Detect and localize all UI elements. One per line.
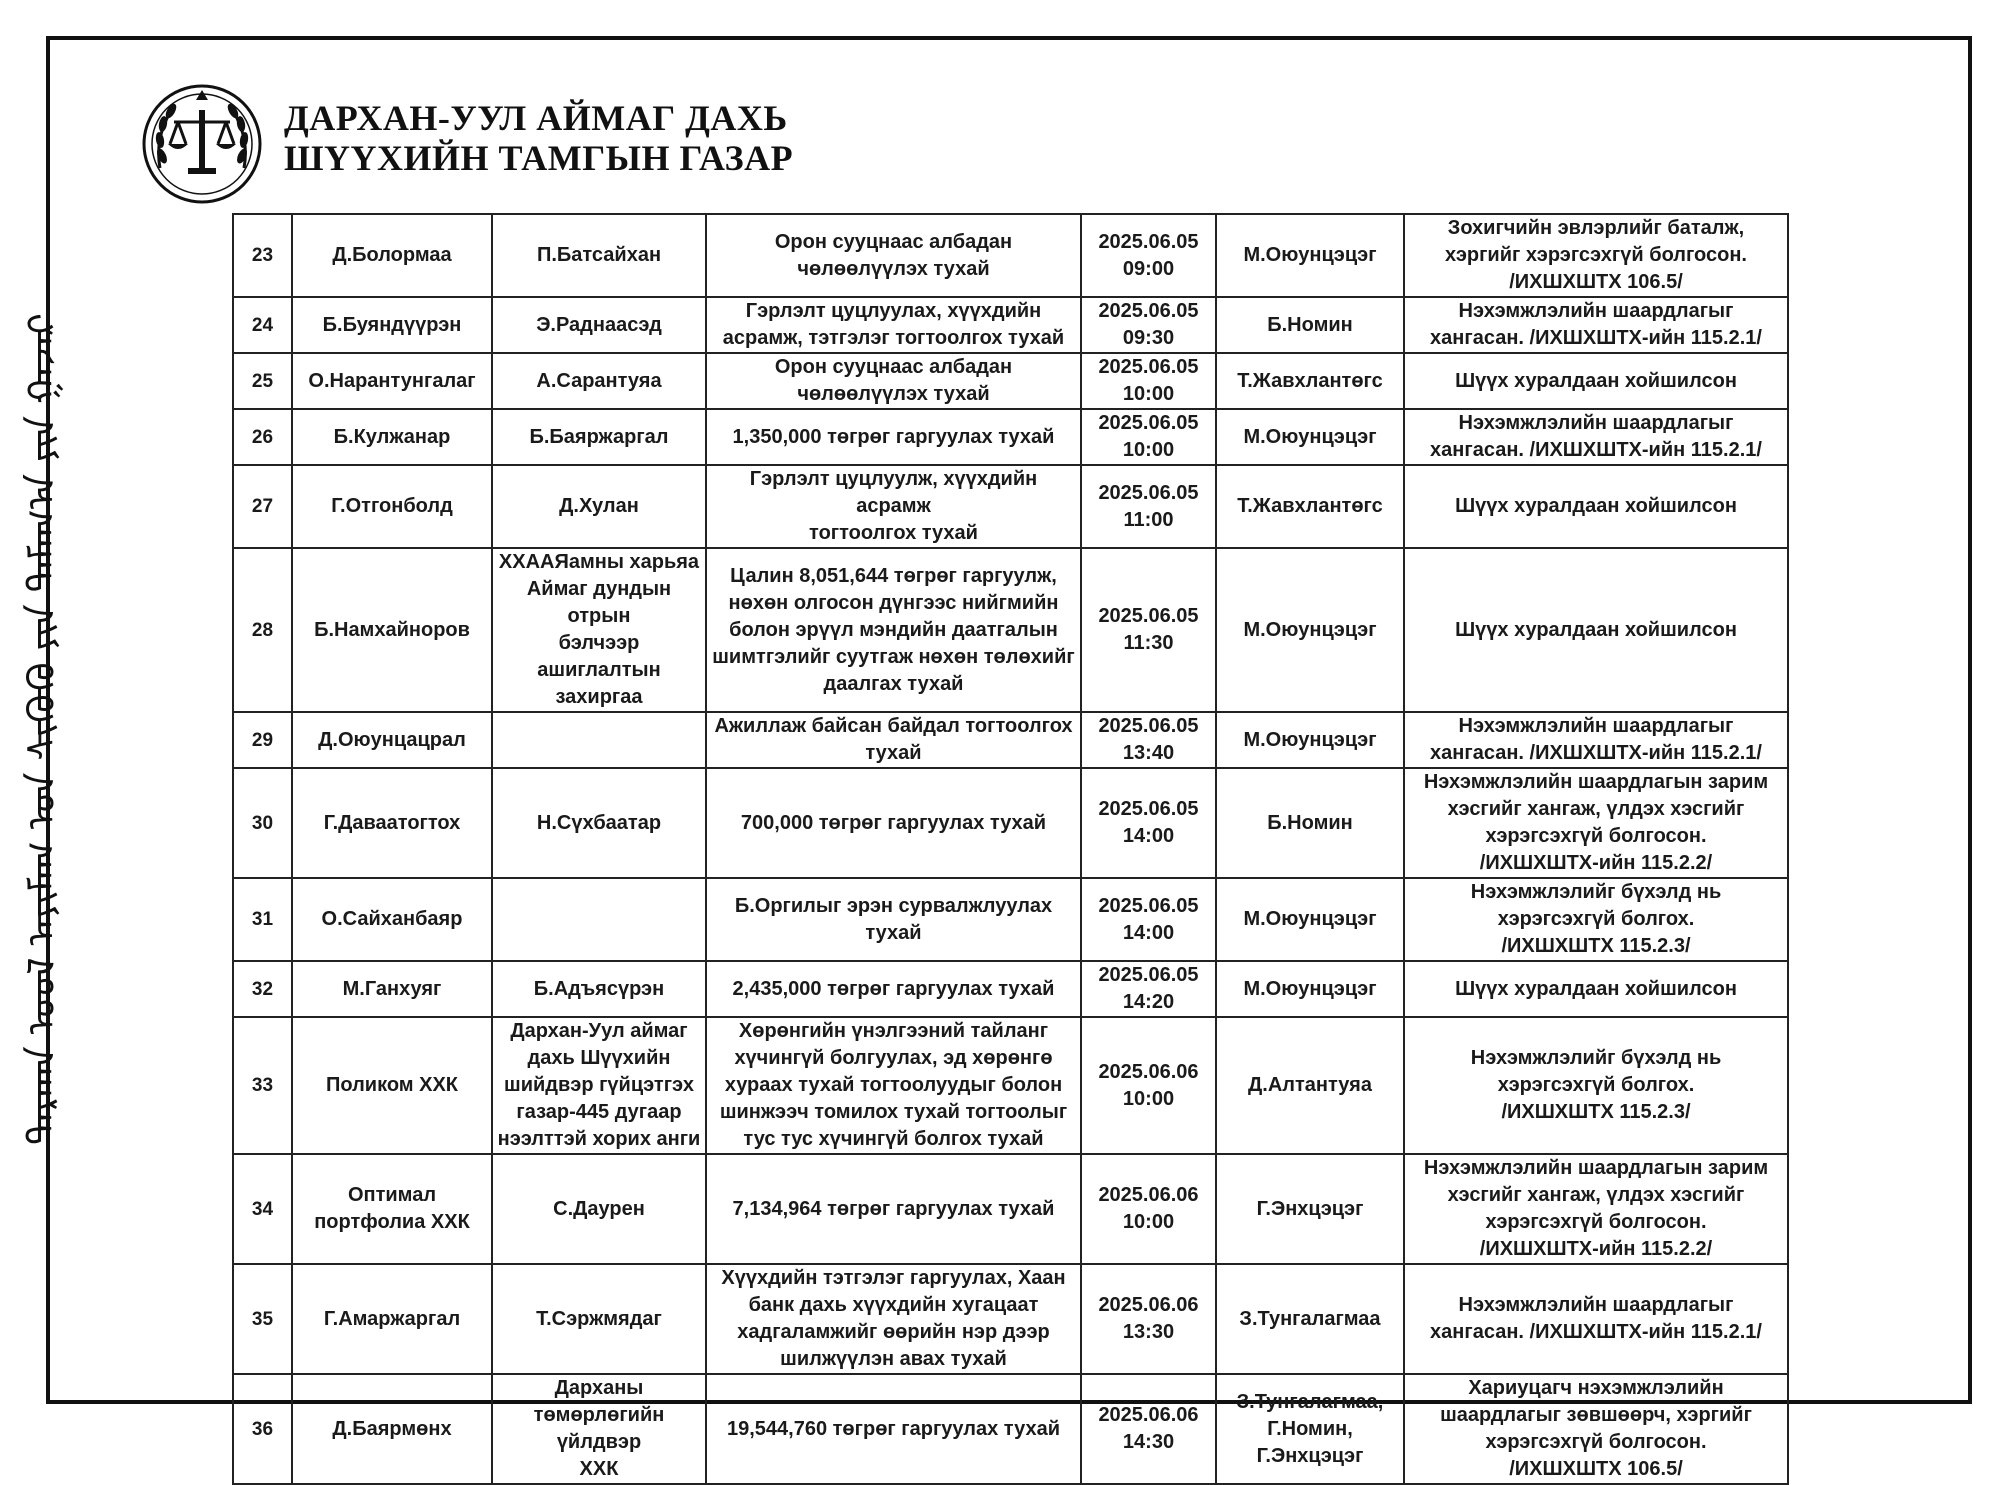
hearing-result-cell: Нэхэмжлэлийг бүхэлд нь хэрэгсэхгүй болгох. /ИХШХШТХ 115.2.3/ bbox=[1404, 1017, 1788, 1154]
hearing-datetime-cell: 2025.06.05 10:00 bbox=[1081, 353, 1216, 409]
case-subject-cell: Цалин 8,051,644 төгрөг гаргуулж, нөхөн олгосон дүнгээс нийгмийн болон эрүүл мэндийн даатгалын шимтгэлийг суутгаж нөхөн төлөхийг даалгах тухай bbox=[706, 548, 1081, 712]
hearing-datetime-cell: 2025.06.05 14:00 bbox=[1081, 878, 1216, 961]
case-subject-cell: Хүүхдийн тэтгэлэг гаргуулах, Хаан банк дахь хүүхдийн хугацаат хадгаламжийг өөрийн нэр дээр шилжүүлэн авах тухай bbox=[706, 1264, 1081, 1374]
hearing-result-cell: Нэхэмжлэлийн шаардлагын зарим хэсгийг хангаж, үлдэх хэсгийг хэрэгсэхгүй болгосон. /ИХШХШТХ-ийн 115.2.2/ bbox=[1404, 1154, 1788, 1264]
plaintiff-cell: Б.Намхайноров bbox=[292, 548, 492, 712]
plaintiff-cell: Д.Болормаа bbox=[292, 214, 492, 297]
row-number-cell: 33 bbox=[233, 1017, 292, 1154]
hearing-result-cell: Нэхэмжлэлийн шаардлагын зарим хэсгийг хангаж, үлдэх хэсгийг хэрэгсэхгүй болгосон. /ИХШХШТХ-ийн 115.2.2/ bbox=[1404, 768, 1788, 878]
hearing-datetime-cell: 2025.06.05 14:20 bbox=[1081, 961, 1216, 1017]
defendant-cell: Б.Адъясүрэн bbox=[492, 961, 706, 1017]
row-number-cell: 29 bbox=[233, 712, 292, 768]
plaintiff-cell: О.Нарантунгалаг bbox=[292, 353, 492, 409]
case-subject-cell: 1,350,000 төгрөг гаргуулах тухай bbox=[706, 409, 1081, 465]
hearing-result-cell: Шүүх хуралдаан хойшилсон bbox=[1404, 548, 1788, 712]
hearing-result-cell: Зохигчийн эвлэрлийг баталж, хэргийг хэрэгсэхгүй болгосон. /ИХШХШТХ 106.5/ bbox=[1404, 214, 1788, 297]
row-number-cell: 36 bbox=[233, 1374, 292, 1484]
judge-cell: Т.Жавхлантөгс bbox=[1216, 353, 1404, 409]
row-number-cell: 34 bbox=[233, 1154, 292, 1264]
row-number-cell: 28 bbox=[233, 548, 292, 712]
hearing-result-cell: Хариуцагч нэхэмжлэлийн шаардлагыг зөвшөөрч, хэргийг хэрэгсэхгүй болгосон. /ИХШХШТХ 106.5/ bbox=[1404, 1374, 1788, 1484]
judge-cell: Т.Жавхлантөгс bbox=[1216, 465, 1404, 548]
row-number-cell: 27 bbox=[233, 465, 292, 548]
row-number-cell: 24 bbox=[233, 297, 292, 353]
row-number-cell: 23 bbox=[233, 214, 292, 297]
row-number-cell: 25 bbox=[233, 353, 292, 409]
table-row bbox=[233, 297, 1788, 353]
defendant-cell: Э.Раднаасэд bbox=[492, 297, 706, 353]
judge-cell: М.Оюунцэцэг bbox=[1216, 961, 1404, 1017]
plaintiff-cell: Г.Даваатогтох bbox=[292, 768, 492, 878]
hearing-result-cell: Нэхэмжлэлийн шаардлагыг хангасан. /ИХШХШТХ-ийн 115.2.1/ bbox=[1404, 712, 1788, 768]
hearing-result-cell: Нэхэмжлэлийн шаардлагыг хангасан. /ИХШХШТХ-ийн 115.2.1/ bbox=[1404, 409, 1788, 465]
defendant-cell: ХХААЯамны харьяа Аймаг дундын отрын бэлчээр ашиглалтын захиргаа bbox=[492, 548, 706, 712]
defendant-cell: С.Даурен bbox=[492, 1154, 706, 1264]
row-number-cell: 26 bbox=[233, 409, 292, 465]
judge-cell: М.Оюунцэцэг bbox=[1216, 712, 1404, 768]
plaintiff-cell: Г.Отгонболд bbox=[292, 465, 492, 548]
case-subject-cell: Хөрөнгийн үнэлгээний тайланг хүчингүй болгуулах, эд хөрөнгө хураах тухай тогтоолуудыг болон шинжээч томилох тухай тогтоолыг тус тус хүчингүй болгох тухай bbox=[706, 1017, 1081, 1154]
hearing-datetime-cell: 2025.06.05 09:00 bbox=[1081, 214, 1216, 297]
hearing-result-cell: Нэхэмжлэлийн шаардлагыг хангасан. /ИХШХШТХ-ийн 115.2.1/ bbox=[1404, 1264, 1788, 1374]
defendant-cell bbox=[492, 712, 706, 768]
plaintiff-cell: Г.Амаржаргал bbox=[292, 1264, 492, 1374]
judge-cell: М.Оюунцэцэг bbox=[1216, 878, 1404, 961]
defendant-cell: Н.Сүхбаатар bbox=[492, 768, 706, 878]
table-row bbox=[233, 353, 1788, 409]
row-number-cell: 35 bbox=[233, 1264, 292, 1374]
table-row bbox=[233, 961, 1788, 1017]
hearing-datetime-cell: 2025.06.05 11:00 bbox=[1081, 465, 1216, 548]
table-row bbox=[233, 768, 1788, 878]
judge-cell: М.Оюунцэцэг bbox=[1216, 548, 1404, 712]
table-row bbox=[233, 214, 1788, 297]
plaintiff-cell: Д.Баярмөнх bbox=[292, 1374, 492, 1484]
hearing-datetime-cell: 2025.06.05 10:00 bbox=[1081, 409, 1216, 465]
judge-cell: Д.Алтантуяа bbox=[1216, 1017, 1404, 1154]
table-row bbox=[233, 1264, 1788, 1374]
defendant-cell bbox=[492, 878, 706, 961]
defendant-cell: Т.Сэржмядаг bbox=[492, 1264, 706, 1374]
hearing-result-cell: Шүүх хуралдаан хойшилсон bbox=[1404, 961, 1788, 1017]
judge-cell: Б.Номин bbox=[1216, 297, 1404, 353]
case-subject-cell: Б.Оргилыг эрэн сурвалжлуулах тухай bbox=[706, 878, 1081, 961]
judge-cell: З.Тунгалагмаа bbox=[1216, 1264, 1404, 1374]
table-row bbox=[233, 712, 1788, 768]
table-row bbox=[233, 465, 1788, 548]
table-row bbox=[233, 1017, 1788, 1154]
table-row bbox=[233, 1374, 1788, 1484]
case-subject-cell: 2,435,000 төгрөг гаргуулах тухай bbox=[706, 961, 1081, 1017]
case-subject-cell: 19,544,760 төгрөг гаргуулах тухай bbox=[706, 1374, 1081, 1484]
judge-cell: З.Тунгалагмаа, Г.Номин, Г.Энхцэцэг bbox=[1216, 1374, 1404, 1484]
case-subject-cell: 7,134,964 төгрөг гаргуулах тухай bbox=[706, 1154, 1081, 1264]
mongolian-script-sidebar: ᠳᠠᠷᠬᠠᠨ ᠤᠤᠯ ᠠᠶᠢᠮᠠᠭ ᠤᠨ ᠰᠢᠭᠦᠬᠦ ᠶᠢᠨ ᠲᠠᠮᠠᠭ᠎ᠠ ᠶᠢᠨ ᠭᠠᠵᠠᠷ bbox=[20, 313, 64, 1145]
row-number-cell: 31 bbox=[233, 878, 292, 961]
row-number-cell: 30 bbox=[233, 768, 292, 878]
hearing-datetime-cell: 2025.06.06 10:00 bbox=[1081, 1017, 1216, 1154]
plaintiff-cell: Б.Буяндүүрэн bbox=[292, 297, 492, 353]
defendant-cell: Дархан-Уул аймаг дахь Шүүхийн шийдвэр гүйцэтгэх газар-445 дугаар нээлттэй хорих анги bbox=[492, 1017, 706, 1154]
table-row bbox=[233, 878, 1788, 961]
row-number-cell: 32 bbox=[233, 961, 292, 1017]
table-row bbox=[233, 548, 1788, 712]
hearing-datetime-cell: 2025.06.06 10:00 bbox=[1081, 1154, 1216, 1264]
case-subject-cell: Орон сууцнаас албадан чөлөөлүүлэх тухай bbox=[706, 353, 1081, 409]
page-title-line-1: ДАРХАН-УУЛ АЙМАГ ДАХЬ bbox=[284, 98, 788, 138]
hearing-datetime-cell: 2025.06.05 09:30 bbox=[1081, 297, 1216, 353]
page-title-line-2: ШҮҮХИЙН ТАМГЫН ГАЗАР bbox=[284, 138, 794, 178]
hearing-datetime-cell: 2025.06.06 14:30 bbox=[1081, 1374, 1216, 1484]
case-subject-cell: Ажиллаж байсан байдал тогтоолгох тухай bbox=[706, 712, 1081, 768]
hearing-datetime-cell: 2025.06.05 11:30 bbox=[1081, 548, 1216, 712]
court-hearings-table bbox=[232, 213, 1789, 1485]
judge-cell: М.Оюунцэцэг bbox=[1216, 409, 1404, 465]
table-row bbox=[233, 1154, 1788, 1264]
defendant-cell: Б.Баяржаргал bbox=[492, 409, 706, 465]
court-scales-emblem-icon bbox=[136, 76, 268, 208]
hearing-datetime-cell: 2025.06.05 14:00 bbox=[1081, 768, 1216, 878]
hearing-result-cell: Нэхэмжлэлийн шаардлагыг хангасан. /ИХШХШТХ-ийн 115.2.1/ bbox=[1404, 297, 1788, 353]
defendant-cell: П.Батсайхан bbox=[492, 214, 706, 297]
plaintiff-cell: Оптимал портфолиа ХХК bbox=[292, 1154, 492, 1264]
judge-cell: М.Оюунцэцэг bbox=[1216, 214, 1404, 297]
plaintiff-cell: О.Сайханбаяр bbox=[292, 878, 492, 961]
case-subject-cell: 700,000 төгрөг гаргуулах тухай bbox=[706, 768, 1081, 878]
plaintiff-cell: М.Ганхуяг bbox=[292, 961, 492, 1017]
case-subject-cell: Гэрлэлт цуцлуулах, хүүхдийн асрамж, тэтгэлэг тогтоолгох тухай bbox=[706, 297, 1081, 353]
defendant-cell: Д.Хулан bbox=[492, 465, 706, 548]
hearing-result-cell: Шүүх хуралдаан хойшилсон bbox=[1404, 465, 1788, 548]
defendant-cell: А.Сарантуяа bbox=[492, 353, 706, 409]
court-hearings-table-body bbox=[233, 214, 1788, 1484]
plaintiff-cell: Б.Кулжанар bbox=[292, 409, 492, 465]
case-subject-cell: Гэрлэлт цуцлуулж, хүүхдийн асрамж тогтоолгох тухай bbox=[706, 465, 1081, 548]
hearing-datetime-cell: 2025.06.06 13:30 bbox=[1081, 1264, 1216, 1374]
table-row bbox=[233, 409, 1788, 465]
hearing-result-cell: Шүүх хуралдаан хойшилсон bbox=[1404, 353, 1788, 409]
judge-cell: Г.Энхцэцэг bbox=[1216, 1154, 1404, 1264]
plaintiff-cell: Д.Оюунцацрал bbox=[292, 712, 492, 768]
hearing-datetime-cell: 2025.06.05 13:40 bbox=[1081, 712, 1216, 768]
hearing-result-cell: Нэхэмжлэлийг бүхэлд нь хэрэгсэхгүй болгох. /ИХШХШТХ 115.2.3/ bbox=[1404, 878, 1788, 961]
judge-cell: Б.Номин bbox=[1216, 768, 1404, 878]
defendant-cell: Дарханы төмөрлөгийн үйлдвэр ХХК bbox=[492, 1374, 706, 1484]
page-title bbox=[284, 98, 793, 178]
case-subject-cell: Орон сууцнаас албадан чөлөөлүүлэх тухай bbox=[706, 214, 1081, 297]
plaintiff-cell: Поликом ХХК bbox=[292, 1017, 492, 1154]
